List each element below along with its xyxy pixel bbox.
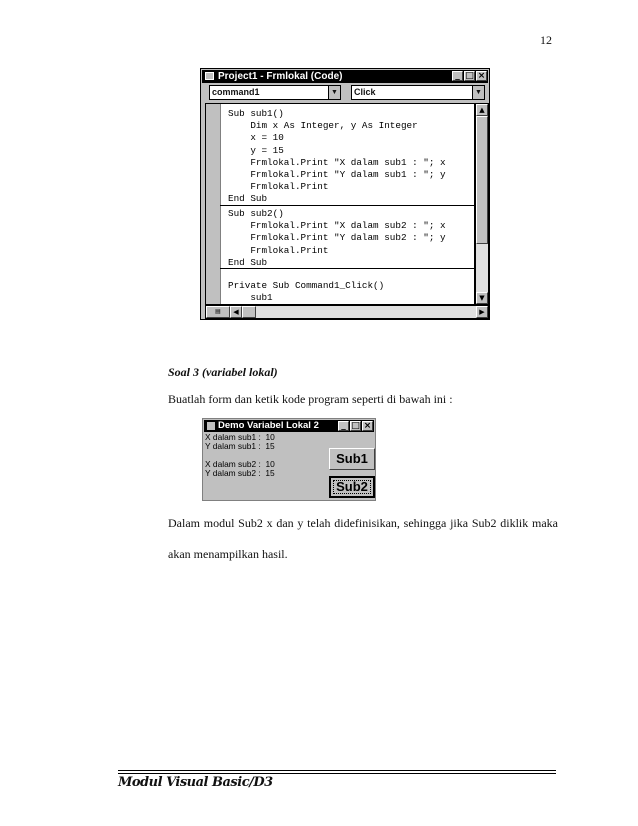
code-block-command1-click: Private Sub Command1_Click() sub1 (228, 280, 385, 304)
procedure-combo-value: Click (354, 87, 376, 97)
footer-rule-bottom (118, 773, 556, 774)
scroll-right-icon[interactable]: ▶ (476, 306, 488, 318)
code-window-titlebar (202, 70, 488, 83)
close-icon[interactable]: × (477, 71, 486, 81)
section-heading: Soal 3 (variabel lokal) (168, 365, 278, 379)
form-output-line: Y dalam sub1 : 15 (205, 441, 275, 451)
maximize-icon[interactable]: □ (351, 421, 360, 431)
instruction-text: Buatlah form dan ketik kode program seperti di bawah ini : (168, 392, 453, 406)
footer-rule-top (118, 770, 556, 771)
object-combo-value: command1 (212, 87, 260, 97)
procedure-separator (220, 205, 474, 206)
scroll-thumb[interactable] (476, 116, 488, 244)
horizontal-scrollbar[interactable] (205, 305, 489, 319)
page-number: 12 (540, 33, 552, 47)
code-editor[interactable] (205, 103, 475, 305)
form-output-line: Y dalam sub2 : 15 (205, 468, 275, 478)
demo-form-window (202, 418, 376, 501)
footer-text: Modul Visual Basic/D3 (118, 775, 273, 790)
scroll-thumb-horizontal[interactable] (242, 306, 256, 318)
scroll-left-icon[interactable]: ◀ (230, 306, 242, 318)
minimize-icon[interactable]: _ (452, 71, 463, 81)
scroll-up-icon[interactable]: ▲ (476, 104, 488, 116)
editor-gutter (206, 104, 221, 304)
code-window-title: Project1 - Frmlokal (Code) (218, 71, 343, 82)
paragraph-line-1: Dalam modul Sub2 x dan y telah didefinisikan, sehingga jika Sub2 diklik maka (168, 516, 558, 530)
vertical-scrollbar[interactable] (475, 103, 489, 305)
sub2-button[interactable]: Sub2 (329, 476, 375, 498)
vb-code-window (200, 68, 490, 320)
object-combo[interactable] (209, 85, 341, 100)
form-icon (207, 422, 215, 430)
chevron-down-icon[interactable]: ▼ (472, 86, 484, 99)
form-title: Demo Variabel Lokal 2 (218, 420, 319, 431)
sub1-button[interactable]: Sub1 (329, 448, 375, 470)
form-titlebar (204, 420, 374, 432)
form-output-line: X dalam sub1 : 10 (205, 432, 275, 442)
maximize-icon[interactable]: □ (465, 71, 474, 81)
code-block-sub2: Sub sub2() Frmlokal.Print "X dalam sub2 : "; x Frmlokal.Print "Y dalam sub2 : "; y Frmlokal.Print End Sub (228, 208, 446, 268)
procedure-combo[interactable] (351, 85, 485, 100)
scroll-down-icon[interactable]: ▼ (476, 292, 488, 304)
form-output-line: X dalam sub2 : 10 (205, 459, 275, 469)
close-icon[interactable]: × (363, 421, 372, 431)
chevron-down-icon[interactable]: ▼ (328, 86, 340, 99)
minimize-icon[interactable]: _ (338, 421, 349, 431)
paragraph-line-2: akan menampilkan hasil. (168, 547, 288, 561)
code-block-sub1: Sub sub1() Dim x As Integer, y As Integer x = 10 y = 15 Frmlokal.Print "X dalam sub1 : "; x Frmlokal.Print "Y dalam sub1 : "; y Frmlokal.Print End Sub (228, 108, 446, 205)
view-toggle-icon[interactable]: ▤ (206, 306, 230, 318)
code-window-icon (205, 72, 214, 80)
